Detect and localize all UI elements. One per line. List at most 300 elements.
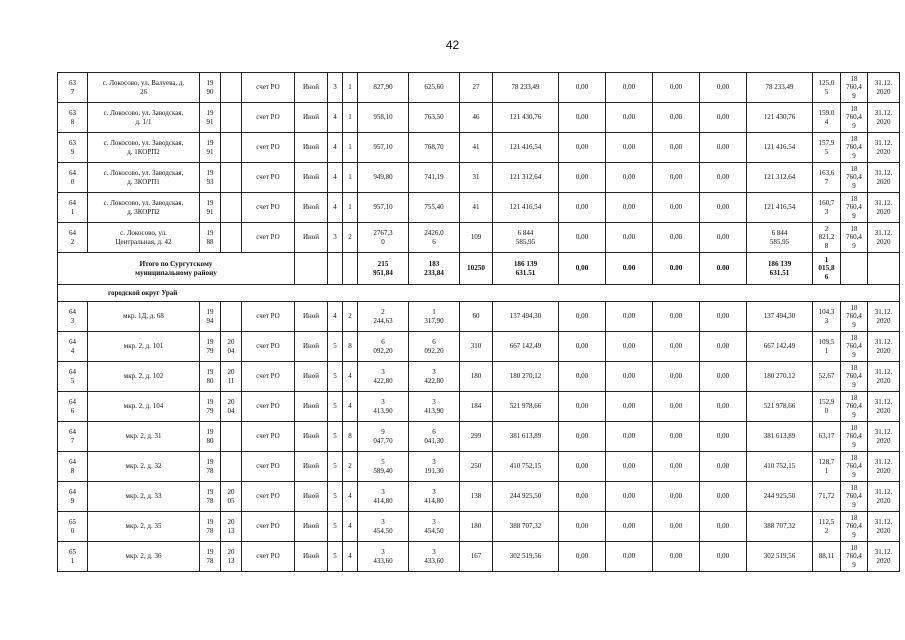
cell-deadline: 31.12. 2020: [868, 392, 900, 422]
cell-row-number: 64 4: [58, 332, 88, 362]
cell-fund-method: счет РО: [242, 103, 295, 133]
cell-total-cost: 410 752,15: [493, 452, 559, 482]
cell-fund-method: счет РО: [242, 332, 295, 362]
cell-floors: 5: [328, 332, 343, 362]
cell-total-cost: 121 416,54: [493, 193, 559, 223]
cell-deadline: 31.12. 2020: [868, 73, 900, 103]
cell-cost-owners: 121 416,54: [747, 193, 813, 223]
cell-unit-cost: 104,3 3: [813, 302, 841, 332]
table-row: [58, 542, 900, 572]
cell-total-cost: 244 925,50: [493, 482, 559, 512]
cell-fund-method: счет РО: [242, 452, 295, 482]
cell-cost-owners: 381 613,89: [747, 422, 813, 452]
cell-cost-limit: 18 760,4 9: [841, 163, 868, 193]
cell-row-number: 64 5: [58, 362, 88, 392]
cell-material: Иной: [295, 542, 328, 572]
cell-total-area: 6 092,20: [358, 332, 409, 362]
cell-reconstruction-year: [221, 103, 242, 133]
cell-total-area: 3 422,80: [358, 362, 409, 392]
cell-entrances: 2: [343, 452, 358, 482]
cell-total-area: 3 413,90: [358, 392, 409, 422]
cell-build-year: 19 78: [200, 452, 221, 482]
cell-material: Иной: [295, 163, 328, 193]
cell-entrances: 2: [343, 223, 358, 253]
cell-cost-limit: 18 760,4 9: [841, 223, 868, 253]
cell-cost-local: 0,00: [653, 362, 700, 392]
cell-unit-cost: 63,17: [813, 422, 841, 452]
total-row: [58, 253, 900, 285]
cell-living-area: 755,40: [409, 193, 460, 223]
cell-reconstruction-year: [221, 452, 242, 482]
cell-cost-owners: 388 707,32: [747, 512, 813, 542]
cell-fund-method: счет РО: [242, 512, 295, 542]
cell-material: Иной: [295, 332, 328, 362]
cell-reconstruction-year: 20 04: [221, 332, 242, 362]
cell-cost-local: 0,00: [653, 103, 700, 133]
cell-cost-federal: 0,00: [559, 163, 606, 193]
total-label: Итого по Сургутскому муниципальному району: [58, 253, 295, 285]
cell-material: Иной: [295, 133, 328, 163]
cell-row-number: 64 1: [58, 193, 88, 223]
cell-total-cost: 137 494,30: [493, 302, 559, 332]
cell-reconstruction-year: 20 11: [221, 362, 242, 392]
cell-address: с. Локосово, ул. Заводская, д. 1/1: [88, 103, 200, 133]
cell-build-year: 19 91: [200, 193, 221, 223]
cell-entrances: 1: [343, 193, 358, 223]
cell-reconstruction-year: [221, 73, 242, 103]
cell-material: Иной: [295, 103, 328, 133]
cell-cost-local: 0,00: [653, 512, 700, 542]
cell-address: с. Локосово, ул. Валуева, д. 26: [88, 73, 200, 103]
table-row: [58, 392, 900, 422]
cell-address: мкр. 2, д. 35: [88, 512, 200, 542]
total-people: 10250: [460, 253, 493, 285]
cell-cost-other: 0,00: [700, 73, 747, 103]
cell-cost-limit: 18 760,4 9: [841, 302, 868, 332]
cell-residents: 184: [460, 392, 493, 422]
cell-entrances: 2: [343, 302, 358, 332]
cell-address: с. Локосово, ул. Заводская, д. 3КОРП2: [88, 193, 200, 223]
cell-cost-regional: 0,00: [606, 482, 653, 512]
cell-cost-regional: 0,00: [606, 452, 653, 482]
table-row: [58, 452, 900, 482]
cell-material: Иной: [295, 362, 328, 392]
cell-floors: 5: [328, 512, 343, 542]
district-name: городской округ Урай: [58, 285, 900, 302]
cell-row-number: 64 7: [58, 422, 88, 452]
cell-deadline: 31.12. 2020: [868, 482, 900, 512]
cell-cost-other: 0,00: [700, 482, 747, 512]
cell-cost-other: 0,00: [700, 452, 747, 482]
cell-floors: 3: [328, 223, 343, 253]
cell-residents: 250: [460, 452, 493, 482]
cell-unit-cost: 159,0 4: [813, 103, 841, 133]
cell-cost-regional: 0,00: [606, 392, 653, 422]
cell-cost-owners: 6 844 585,95: [747, 223, 813, 253]
cell-fund-method: счет РО: [242, 73, 295, 103]
cell-cost-federal: 0,00: [559, 482, 606, 512]
cell-residents: 138: [460, 482, 493, 512]
cell-residents: 180: [460, 362, 493, 392]
cell-cost-local: 0,00: [653, 392, 700, 422]
cell-entrances: 1: [343, 163, 358, 193]
cell-residents: 167: [460, 542, 493, 572]
total-area-1: 215 951,84: [358, 253, 409, 285]
cell-cost-federal: 0,00: [559, 223, 606, 253]
cell-build-year: 19 93: [200, 163, 221, 193]
cell-cost-other: 0,00: [700, 512, 747, 542]
cell-residents: 31: [460, 163, 493, 193]
cell-cost-local: 0,00: [653, 542, 700, 572]
cell-cost-federal: 0,00: [559, 332, 606, 362]
cell-cost-federal: 0,00: [559, 452, 606, 482]
cell-material: Иной: [295, 512, 328, 542]
cell-reconstruction-year: [221, 302, 242, 332]
cell-deadline: 31.12. 2020: [868, 133, 900, 163]
cell-cost-local: 0,00: [653, 223, 700, 253]
cell-cost-federal: 0,00: [559, 542, 606, 572]
cell-floors: 5: [328, 362, 343, 392]
cell-address: с. Локосово, ул. Заводская, д. 1КОРП2: [88, 133, 200, 163]
cell-cost-owners: 121 430,76: [747, 103, 813, 133]
cell-unit-cost: 52,67: [813, 362, 841, 392]
cell-living-area: 3 422,80: [409, 362, 460, 392]
cell-cost-owners: 244 925,50: [747, 482, 813, 512]
total-area-2: 183 233,84: [409, 253, 460, 285]
cell-cost-limit: 18 760,4 9: [841, 362, 868, 392]
total-cost-5: 0.00: [700, 253, 747, 285]
cell-cost-limit: 18 760,4 9: [841, 422, 868, 452]
cell-living-area: 2426,0 6: [409, 223, 460, 253]
cell-entrances: 4: [343, 542, 358, 572]
cell-floors: 5: [328, 392, 343, 422]
cell-entrances: 4: [343, 512, 358, 542]
cell-cost-regional: 0,00: [606, 193, 653, 223]
cell-material: Иной: [295, 193, 328, 223]
cell-address: мкр. 2, д. 31: [88, 422, 200, 452]
cell-residents: 41: [460, 133, 493, 163]
cell-cost-owners: 180 270,12: [747, 362, 813, 392]
cell-build-year: 19 78: [200, 482, 221, 512]
cell-reconstruction-year: 20 05: [221, 482, 242, 512]
cell-living-area: 741,19: [409, 163, 460, 193]
cell-row-number: 63 7: [58, 73, 88, 103]
cell-row-number: 64 3: [58, 302, 88, 332]
cell-total-area: 957,10: [358, 193, 409, 223]
cell-deadline: 31.12. 2020: [868, 193, 900, 223]
cell-cost-federal: 0,00: [559, 362, 606, 392]
cell-cost-limit: 18 760,4 9: [841, 542, 868, 572]
cell-cost-regional: 0,00: [606, 163, 653, 193]
cell-unit-cost: 112,5 2: [813, 512, 841, 542]
table-row: [58, 193, 900, 223]
cell-cost-federal: 0,00: [559, 422, 606, 452]
cell-unit-cost: 128,7 1: [813, 452, 841, 482]
cell-fund-method: счет РО: [242, 482, 295, 512]
cell-reconstruction-year: 20 13: [221, 512, 242, 542]
cell-floors: 5: [328, 542, 343, 572]
cell-build-year: 19 79: [200, 332, 221, 362]
cell-cost-limit: 18 760,4 9: [841, 133, 868, 163]
cell-reconstruction-year: 20 13: [221, 542, 242, 572]
cell-cost-limit: 18 760,4 9: [841, 392, 868, 422]
cell-cost-regional: 0,00: [606, 73, 653, 103]
cell-cost-other: 0,00: [700, 362, 747, 392]
cell-row-number: 64 9: [58, 482, 88, 512]
cell-cost-owners: 302 519,56: [747, 542, 813, 572]
cell-build-year: 19 88: [200, 223, 221, 253]
cell-living-area: 3 413,90: [409, 392, 460, 422]
cell-total-area: 3 454,50: [358, 512, 409, 542]
cell-unit-cost: 71,72: [813, 482, 841, 512]
cell-deadline: 31.12. 2020: [868, 452, 900, 482]
cell-build-year: 19 94: [200, 302, 221, 332]
cell-unit-cost: 163,6 7: [813, 163, 841, 193]
table-row: [58, 422, 900, 452]
cell-row-number: 65 0: [58, 512, 88, 542]
cell-deadline: 31.12. 2020: [868, 332, 900, 362]
cell-fund-method: счет РО: [242, 392, 295, 422]
cell-reconstruction-year: [221, 193, 242, 223]
table-row: [58, 362, 900, 392]
cell-address: мкр. 2, д. 104: [88, 392, 200, 422]
cell-build-year: 19 80: [200, 362, 221, 392]
cell-reconstruction-year: [221, 163, 242, 193]
cell-floors: 4: [328, 302, 343, 332]
cell-cost-limit: 18 760,4 9: [841, 332, 868, 362]
cell-deadline: 31.12. 2020: [868, 163, 900, 193]
table-total-section: [58, 253, 900, 302]
cell-cost-limit: 18 760,4 9: [841, 452, 868, 482]
cell-build-year: 19 91: [200, 133, 221, 163]
housing-register-table: [57, 72, 900, 572]
cell-floors: 4: [328, 193, 343, 223]
cell-cost-other: 0,00: [700, 133, 747, 163]
cell-cost-limit: 18 760,4 9: [841, 193, 868, 223]
cell-build-year: 19 78: [200, 542, 221, 572]
cell-total-cost: 667 142,49: [493, 332, 559, 362]
cell-floors: 4: [328, 133, 343, 163]
cell-cost-other: 0,00: [700, 542, 747, 572]
cell-unit-cost: 160,7 3: [813, 193, 841, 223]
cell-build-year: 19 80: [200, 422, 221, 452]
cell-cost-owners: 121 312,64: [747, 163, 813, 193]
total-cost-2: 0,00: [559, 253, 606, 285]
cell-cost-local: 0,00: [653, 163, 700, 193]
cell-unit-cost: 2 821,2 8: [813, 223, 841, 253]
cell-cost-other: 0,00: [700, 163, 747, 193]
cell-fund-method: счет РО: [242, 223, 295, 253]
cell-living-area: 3 454,50: [409, 512, 460, 542]
total-cost-3: 0.00: [606, 253, 653, 285]
cell-unit-cost: 152,9 0: [813, 392, 841, 422]
cell-fund-method: счет РО: [242, 133, 295, 163]
cell-total-area: 949,80: [358, 163, 409, 193]
cell-cost-limit: 18 760,4 9: [841, 512, 868, 542]
cell-entrances: 4: [343, 392, 358, 422]
cell-living-area: 3 433,60: [409, 542, 460, 572]
cell-total-area: 9 047,70: [358, 422, 409, 452]
cell-cost-limit: 18 760,4 9: [841, 73, 868, 103]
table-row: [58, 133, 900, 163]
cell-residents: 27: [460, 73, 493, 103]
cell-residents: 46: [460, 103, 493, 133]
cell-unit-cost: 157,9 5: [813, 133, 841, 163]
table-row: [58, 512, 900, 542]
cell-cost-local: 0,00: [653, 302, 700, 332]
cell-cost-owners: 121 416,54: [747, 133, 813, 163]
cell-residents: 299: [460, 422, 493, 452]
cell-reconstruction-year: [221, 422, 242, 452]
cell-reconstruction-year: 20 04: [221, 392, 242, 422]
cell-row-number: 63 9: [58, 133, 88, 163]
cell-unit-cost: 109,5 1: [813, 332, 841, 362]
cell-unit-cost: 125,0 5: [813, 73, 841, 103]
cell-reconstruction-year: [221, 223, 242, 253]
cell-material: Иной: [295, 223, 328, 253]
cell-residents: 310: [460, 332, 493, 362]
cell-living-area: 763,50: [409, 103, 460, 133]
cell-cost-other: 0,00: [700, 302, 747, 332]
cell-cost-regional: 0,00: [606, 103, 653, 133]
cell-row-number: 63 8: [58, 103, 88, 133]
cell-residents: 180: [460, 512, 493, 542]
cell-address: мкр. 2, д. 36: [88, 542, 200, 572]
cell-total-area: 5 589,40: [358, 452, 409, 482]
cell-cost-local: 0,00: [653, 452, 700, 482]
cell-fund-method: счет РО: [242, 302, 295, 332]
cell-material: Иной: [295, 422, 328, 452]
cell-fund-method: счет РО: [242, 362, 295, 392]
cell-cost-regional: 0,00: [606, 302, 653, 332]
cell-living-area: 768,70: [409, 133, 460, 163]
cell-build-year: 19 91: [200, 103, 221, 133]
cell-address: мкр. 2, д. 102: [88, 362, 200, 392]
cell-total-area: 3 433,60: [358, 542, 409, 572]
table-section-surgut: [58, 73, 900, 253]
cell-cost-regional: 0,00: [606, 133, 653, 163]
cell-address: с. Локосово, ул. Центральная, д. 42: [88, 223, 200, 253]
cell-residents: 60: [460, 302, 493, 332]
cell-entrances: 8: [343, 332, 358, 362]
cell-living-area: 1 317,90: [409, 302, 460, 332]
table-row: [58, 332, 900, 362]
cell-total-cost: 6 844 585,95: [493, 223, 559, 253]
cell-cost-owners: 667 142,49: [747, 332, 813, 362]
table-row: [58, 302, 900, 332]
cell-entrances: 1: [343, 73, 358, 103]
cell-cost-federal: 0,00: [559, 133, 606, 163]
cell-floors: 3: [328, 73, 343, 103]
cell-cost-regional: 0,00: [606, 422, 653, 452]
cell-cost-federal: 0,00: [559, 512, 606, 542]
cell-total-cost: 78 233,49: [493, 73, 559, 103]
cell-living-area: 6 041,30: [409, 422, 460, 452]
cell-cost-federal: 0,00: [559, 73, 606, 103]
cell-cost-local: 0,00: [653, 133, 700, 163]
table-section-uray: [58, 302, 900, 572]
total-unit-cost: 1 015,8 6: [813, 253, 841, 285]
cell-total-area: 957,10: [358, 133, 409, 163]
cell-total-cost: 381 613,89: [493, 422, 559, 452]
cell-total-cost: 521 978,66: [493, 392, 559, 422]
cell-total-area: 2 244,63: [358, 302, 409, 332]
cell-entrances: 4: [343, 362, 358, 392]
table-row: [58, 73, 900, 103]
cell-cost-regional: 0,00: [606, 542, 653, 572]
cell-material: Иной: [295, 482, 328, 512]
cell-total-area: 958,10: [358, 103, 409, 133]
cell-cost-regional: 0,00: [606, 512, 653, 542]
cell-floors: 4: [328, 163, 343, 193]
cell-row-number: 64 6: [58, 392, 88, 422]
cell-material: Иной: [295, 452, 328, 482]
table-row: [58, 223, 900, 253]
district-header-row: [58, 285, 900, 302]
cell-entrances: 1: [343, 133, 358, 163]
total-cost: 186 139 631.51: [493, 253, 559, 285]
cell-cost-federal: 0,00: [559, 302, 606, 332]
cell-cost-federal: 0,00: [559, 193, 606, 223]
table-row: [58, 163, 900, 193]
cell-row-number: 64 8: [58, 452, 88, 482]
cell-fund-method: счет РО: [242, 193, 295, 223]
cell-deadline: 31.12. 2020: [868, 542, 900, 572]
page-number: 42: [445, 38, 460, 52]
cell-total-cost: 121 430,76: [493, 103, 559, 133]
cell-build-year: 19 78: [200, 512, 221, 542]
cell-living-area: 6 092,20: [409, 332, 460, 362]
cell-build-year: 19 90: [200, 73, 221, 103]
cell-address: мкр. 2, д. 101: [88, 332, 200, 362]
cell-cost-other: 0,00: [700, 332, 747, 362]
cell-cost-local: 0,00: [653, 482, 700, 512]
cell-reconstruction-year: [221, 133, 242, 163]
cell-deadline: 31.12. 2020: [868, 103, 900, 133]
cell-cost-local: 0,00: [653, 73, 700, 103]
cell-cost-other: 0,00: [700, 422, 747, 452]
cell-address: мкр. 2, д. 32: [88, 452, 200, 482]
cell-cost-local: 0,00: [653, 332, 700, 362]
cell-unit-cost: 88,11: [813, 542, 841, 572]
cell-address: мкр. 2, д. 33: [88, 482, 200, 512]
cell-cost-regional: 0,00: [606, 332, 653, 362]
cell-cost-other: 0,00: [700, 193, 747, 223]
cell-floors: 4: [328, 103, 343, 133]
cell-fund-method: счет РО: [242, 422, 295, 452]
cell-cost-other: 0,00: [700, 223, 747, 253]
cell-cost-federal: 0,00: [559, 103, 606, 133]
total-cost-6: 186 139 631.51: [747, 253, 813, 285]
cell-cost-limit: 18 760,4 9: [841, 103, 868, 133]
cell-residents: 41: [460, 193, 493, 223]
cell-floors: 5: [328, 422, 343, 452]
cell-material: Иной: [295, 392, 328, 422]
cell-cost-regional: 0,00: [606, 223, 653, 253]
cell-entrances: 1: [343, 103, 358, 133]
cell-total-cost: 388 707,32: [493, 512, 559, 542]
cell-total-cost: 121 416,54: [493, 133, 559, 163]
cell-deadline: 31.12. 2020: [868, 422, 900, 452]
cell-cost-owners: 410 752,15: [747, 452, 813, 482]
cell-deadline: 31.12. 2020: [868, 512, 900, 542]
cell-cost-regional: 0,00: [606, 362, 653, 392]
cell-build-year: 19 79: [200, 392, 221, 422]
cell-cost-limit: 18 760,4 9: [841, 482, 868, 512]
cell-floors: 5: [328, 482, 343, 512]
table-row: [58, 482, 900, 512]
cell-cost-local: 0,00: [653, 193, 700, 223]
